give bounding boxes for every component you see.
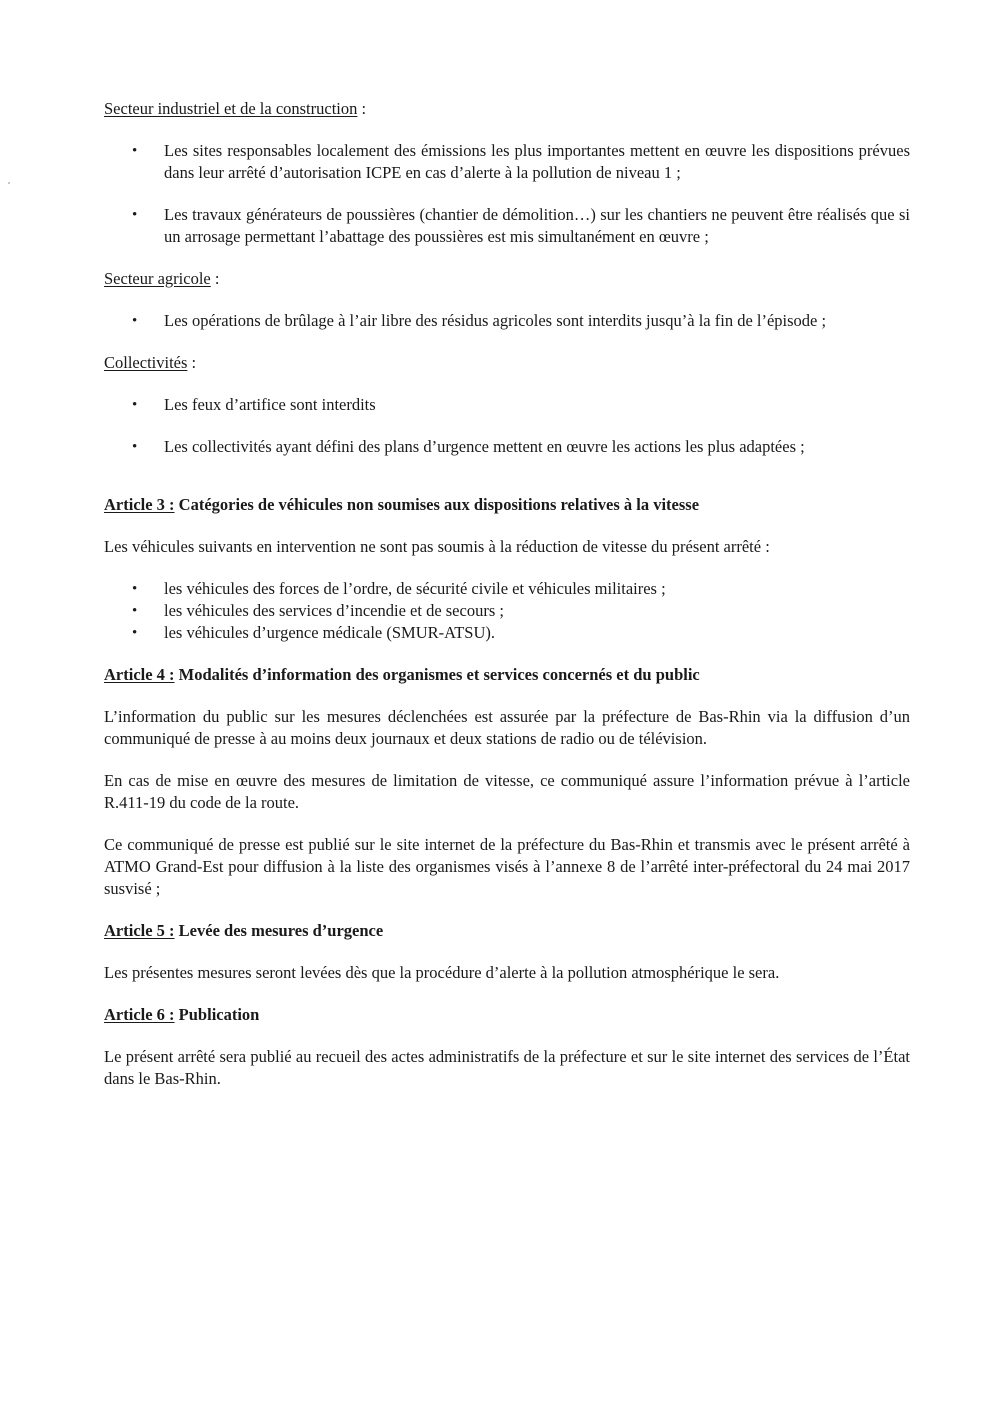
sector-heading-industry <box>104 98 910 120</box>
paragraph: En cas de mise en œuvre des mesures de limitation de vitesse, ce communiqué assure l’information prévue à l’article R.411-19 du code de la route. <box>104 771 910 812</box>
vehicle-list <box>104 578 910 644</box>
sector-title: Collectivités <box>104 353 188 372</box>
sector-colon: : <box>357 99 367 118</box>
article-6-title <box>104 1004 910 1026</box>
list-item: • les véhicules d’urgence médicale (SMUR-ATSU). <box>104 622 910 644</box>
list-item: • Les opérations de brûlage à l’air libre des résidus agricoles sont interdits jusqu’à la fin de l’épisode ; <box>104 310 910 332</box>
sector-title: Secteur agricole <box>104 269 211 288</box>
article-5-title <box>104 920 910 942</box>
article-3-intro: Les véhicules suivants en intervention ne sont pas soumis à la réduction de vitesse du présent arrêté : <box>104 537 770 556</box>
paragraph: Ce communiqué de presse est publié sur le site internet de la préfecture du Bas-Rhin et transmis avec le présent arrêté à ATMO Grand-Est pour diffusion à la liste des organismes visés à l’annexe 8 de l’arrêté inter-préfectoral du 24 mai 2017 susvisé ; <box>104 835 910 898</box>
list-item: • Les feux d’artifice sont interdits <box>104 394 910 416</box>
collectivities-list <box>104 394 910 458</box>
list-item: • Les sites responsables localement des émissions les plus importantes mettent en œuvre les dispositions prévues dans leur arrêté d’autorisation ICPE en cas d’alerte à la pollution de niveau 1 ; <box>104 140 910 184</box>
sector-title: Secteur industriel et de la construction <box>104 99 358 118</box>
article-number: Article 3 : <box>104 495 175 514</box>
article-number: Article 6 : <box>104 1005 175 1024</box>
article-heading: Modalités d’information des organismes et services concernés et du public <box>174 665 700 684</box>
article-heading: Catégories de véhicules non soumises aux dispositions relatives à la vitesse <box>174 495 700 514</box>
article-number: Article 5 : <box>104 921 175 940</box>
industry-list <box>104 140 910 248</box>
list-item: • Les collectivités ayant défini des plans d’urgence mettent en œuvre les actions les plus adaptées ; <box>104 436 910 458</box>
list-item: • les véhicules des services d’incendie et de secours ; <box>104 600 910 622</box>
article-number: Article 4 : <box>104 665 175 684</box>
article-heading: Publication <box>174 1005 260 1024</box>
sector-heading-collectivities <box>104 352 910 374</box>
list-item: • les véhicules des forces de l’ordre, de sécurité civile et véhicules militaires ; <box>104 578 910 600</box>
article-3-title <box>104 494 910 516</box>
list-item: • Les travaux générateurs de poussières (chantier de démolition…) sur les chantiers ne peuvent être réalisés que si un arrosage permettant l’abattage des poussières est mis simultanément en œuvre ; <box>104 204 910 248</box>
article-4-title <box>104 664 910 686</box>
sector-colon: : <box>210 269 220 288</box>
paragraph: Le présent arrêté sera publié au recueil des actes administratifs de la préfecture et sur le site internet des services de l’État dans le Bas-Rhin. <box>104 1047 910 1088</box>
sector-heading-agriculture <box>104 268 910 290</box>
scan-edge-mark <box>8 182 10 184</box>
sector-colon: : <box>187 353 197 372</box>
article-heading: Levée des mesures d’urgence <box>174 921 384 940</box>
document-page <box>104 98 910 1090</box>
paragraph: Les présentes mesures seront levées dès que la procédure d’alerte à la pollution atmosphérique le sera. <box>104 963 780 982</box>
agriculture-list <box>104 310 910 332</box>
paragraph: L’information du public sur les mesures déclenchées est assurée par la préfecture de Bas-Rhin via la diffusion d’un communiqué de presse à au moins deux journaux et deux stations de radio ou de télévision. <box>104 707 910 748</box>
